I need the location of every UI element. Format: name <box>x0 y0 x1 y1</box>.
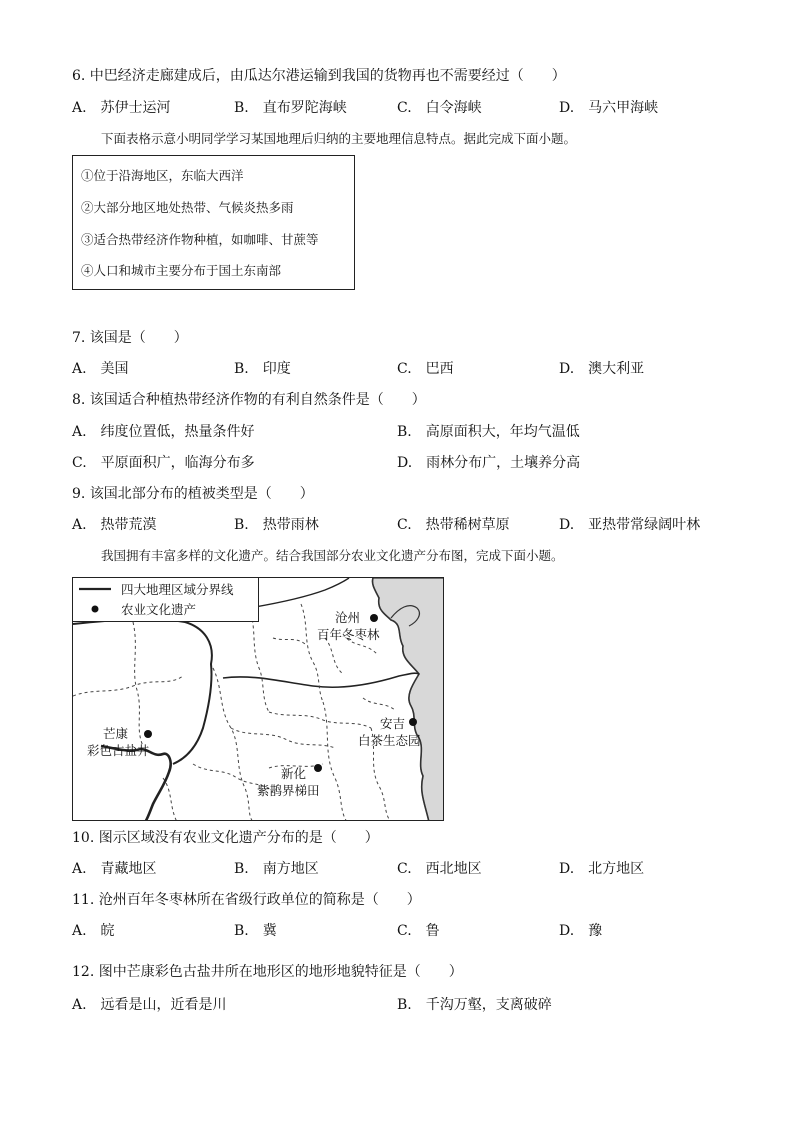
question-12-option-a: A. 远看是山，近看是川 <box>72 997 227 1013</box>
question-7-option-d: D. 澳大利亚 <box>559 361 645 377</box>
question-10-option-a: A. 青藏地区 <box>72 861 157 877</box>
question-7-option-b: B. 印度 <box>234 361 291 377</box>
info-item-1: ①位于沿海地区，东临大西洋 <box>81 168 244 183</box>
question-10-option-c: C. 西北地区 <box>397 861 482 877</box>
site-name-cangzhou: 沧州 <box>335 610 361 625</box>
legend-label-heritage: 农业文化遗产 <box>121 602 197 617</box>
question-11-option-a: A. 皖 <box>72 923 115 939</box>
question-11-option-b: B. 冀 <box>234 923 277 939</box>
question-8-stem: 8. 该国适合种植热带经济作物的有利自然条件是（ ） <box>72 392 426 408</box>
info-box <box>72 155 355 290</box>
question-8-option-a: A. 纬度位置低，热量条件好 <box>72 424 255 440</box>
question-9-option-d: D. 亚热带常绿阔叶林 <box>559 517 701 533</box>
question-9-stem: 9. 该国北部分布的植被类型是（ ） <box>72 486 314 502</box>
question-8-option-c: C. 平原面积广，临海分布多 <box>72 455 255 471</box>
question-9-option-a: A. 热带荒漠 <box>72 517 157 533</box>
legend-label-boundary: 四大地理区域分界线 <box>121 582 234 597</box>
question-8-option-d: D. 雨林分布广，土壤养分高 <box>397 455 581 471</box>
site-dot-mangkang <box>144 730 152 738</box>
site-desc-xinhua: 紫鹊界梯田 <box>257 783 320 798</box>
question-11-stem: 11. 沧州百年冬枣林所在省级行政单位的简称是（ ） <box>72 892 421 908</box>
question-9-option-c: C. 热带稀树草原 <box>397 517 510 533</box>
info-item-3: ③适合热带经济作物种植，如咖啡、甘蔗等 <box>81 232 319 247</box>
site-desc-mangkang: 彩色古盐井 <box>87 743 150 758</box>
map-legend <box>73 578 259 622</box>
question-7-option-c: C. 巴西 <box>397 361 454 377</box>
question-6-stem: 6. 中巴经济走廊建成后，由瓜达尔港运输到我国的货物再也不需要经过（ ） <box>72 68 566 84</box>
question-12-stem: 12. 图中芒康彩色古盐井所在地形区的地形地貌特征是（ ） <box>72 964 463 980</box>
question-7-option-a: A. 美国 <box>72 361 129 377</box>
question-10-option-d: D. 北方地区 <box>559 861 645 877</box>
info-item-4: ④人口和城市主要分布于国土东南部 <box>81 263 282 278</box>
site-dot-cangzhou <box>370 614 378 622</box>
site-desc-cangzhou: 百年冬枣林 <box>317 627 380 642</box>
question-11-option-d: D. 豫 <box>559 923 603 939</box>
region-boundary-qinling-huaihe <box>223 673 419 687</box>
question-10-option-b: B. 南方地区 <box>234 861 319 877</box>
legend-symbols <box>73 578 113 622</box>
question-10-stem: 10. 图示区域没有农业文化遗产分布的是（ ） <box>72 830 379 846</box>
site-name-mangkang: 芒康 <box>103 726 129 741</box>
question-6-option-a: A. 苏伊士运河 <box>72 100 171 116</box>
site-desc-anji: 白茶生态园 <box>358 733 421 748</box>
question-6-option-c: C. 白令海峡 <box>397 100 482 116</box>
section-intro-heritage: 我国拥有丰富多样的文化遗产。结合我国部分农业文化遗产分布图，完成下面小题。 <box>101 548 564 563</box>
site-dot-xinhua <box>314 764 322 772</box>
section-intro-country: 下面表格示意小明同学学习某国地理后归纳的主要地理信息特点。据此完成下面小题。 <box>101 131 577 146</box>
question-8-option-b: B. 高原面积大，年均气温低 <box>397 424 580 440</box>
site-dot-anji <box>409 718 417 726</box>
site-name-xinhua: 新化 <box>281 766 307 781</box>
info-item-2: ②大部分地区地处热带、气候炎热多雨 <box>81 200 294 215</box>
question-9-option-b: B. 热带雨林 <box>234 517 319 533</box>
site-name-anji: 安吉 <box>380 716 406 731</box>
question-12-option-b: B. 千沟万壑，支离破碎 <box>397 997 552 1013</box>
heritage-map <box>72 577 444 821</box>
question-6-option-b: B. 直布罗陀海峡 <box>234 100 347 116</box>
question-6-option-d: D. 马六甲海峡 <box>559 100 659 116</box>
question-7-stem: 7. 该国是（ ） <box>72 330 188 346</box>
legend-site-dot <box>92 606 99 613</box>
question-11-option-c: C. 鲁 <box>397 923 440 939</box>
